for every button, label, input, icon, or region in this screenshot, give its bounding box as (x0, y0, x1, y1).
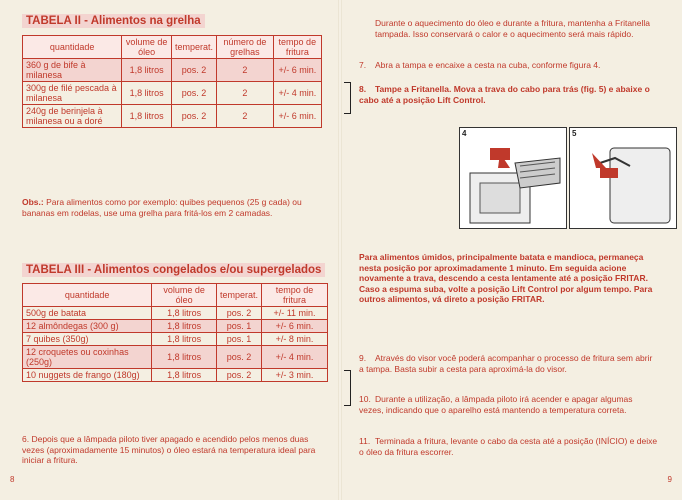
table-cell: 1,8 litros (122, 59, 172, 82)
table2-header-cell: volume de óleo (122, 36, 172, 59)
table3 (22, 283, 328, 382)
table-cell: +/- 6 min. (262, 320, 328, 333)
table2 (22, 35, 322, 128)
bracket-mark (344, 82, 351, 114)
table-cell: pos. 2 (216, 307, 261, 320)
step-10 (359, 394, 659, 415)
table-row (23, 82, 322, 105)
obs-note (22, 197, 322, 218)
table-cell: +/- 4 min. (273, 82, 321, 105)
table2-header-cell: quantidade (23, 36, 122, 59)
bracket-mark-2 (344, 370, 351, 406)
step-8-text: Tampe a Fritanella. Mova a trava do cabo para trás (fig. 5) e abaixe o cabo até a posição Lift Control. (359, 84, 650, 105)
table-cell: +/- 11 min. (262, 307, 328, 320)
intro-text: Durante o aquecimento do óleo e durante a fritura, mantenha a Fritanella tampada. Isso conservará o calor e o aquecimento será mais rápido. (375, 18, 651, 39)
table-row (23, 307, 328, 320)
figure-5-label: 5 (572, 129, 577, 138)
step-11 (359, 436, 659, 457)
table-cell: 500g de batata (23, 307, 152, 320)
table3-title: TABELA III - Alimentos congelados e/ou supergelados (22, 263, 325, 277)
table-cell: 12 almôndegas (300 g) (23, 320, 152, 333)
table-cell: 1,8 litros (152, 320, 217, 333)
table-cell: 1,8 litros (152, 307, 217, 320)
step-9 (359, 353, 659, 374)
fryer-lid-illustration (570, 128, 676, 228)
step-9-num: 9. (359, 353, 367, 363)
step-8-num: 8. (359, 84, 367, 94)
step-6 (22, 434, 322, 466)
fryer-basket-illustration (460, 128, 566, 228)
table-cell: +/- 4 min. (262, 346, 328, 369)
step-10-text: Durante a utilização, a lâmpada piloto irá acender e apagar algumas vezes, indicando que o aparelho está mantendo a temperatura correta. (359, 394, 633, 415)
table-cell: 300g de filé pescada à milanesa (23, 82, 122, 105)
table-cell: 240g de berinjela à milanesa ou a doré (23, 105, 122, 128)
step-11-text: Terminada a fritura, levante o cabo da cesta até a posição (INÍCIO) e deixe o óleo da fritura escorrer. (359, 436, 658, 457)
table-row (23, 333, 328, 346)
figure-4-label: 4 (462, 129, 467, 138)
table-cell: +/- 8 min. (262, 333, 328, 346)
step-7-text: Abra a tampa e encaixe a cesta na cuba, conforme figura 4. (375, 60, 601, 70)
table-cell: 1,8 litros (122, 105, 172, 128)
table-cell: pos. 2 (171, 59, 216, 82)
table3-header-cell: temperat. (216, 284, 261, 307)
table-cell: +/- 3 min. (262, 369, 328, 382)
table-row (23, 346, 328, 369)
step-6-num: 6. (22, 434, 30, 444)
page-number-right: 9 (667, 475, 672, 484)
table3-header-cell: quantidade (23, 284, 152, 307)
step-9-text: Através do visor você poderá acompanhar o processo de fritura sem abrir a tampa. Basta subir a cesta para aproximá-la do visor. (359, 353, 653, 374)
table3-header-cell: tempo de fritura (262, 284, 328, 307)
table2-header-cell: tempo de fritura (273, 36, 321, 59)
right-page (341, 0, 682, 500)
table-cell: pos. 1 (216, 333, 261, 346)
obs-label: Obs.: (22, 197, 44, 207)
table2-title: TABELA II - Alimentos na grelha (22, 14, 205, 28)
table-cell: 2 (217, 105, 274, 128)
table-cell: 10 nuggets de frango (180g) (23, 369, 152, 382)
table-cell: +/- 6 min. (273, 105, 321, 128)
table-row (23, 369, 328, 382)
step-7 (359, 60, 659, 71)
table-cell: 1,8 litros (152, 346, 217, 369)
table-cell: 12 croquetes ou coxinhas (250g) (23, 346, 152, 369)
table-row (23, 320, 328, 333)
table2-header-cell: número de grelhas (217, 36, 274, 59)
table-cell: pos. 2 (171, 105, 216, 128)
obs-text: Para alimentos como por exemplo: quibes pequenos (25 g cada) ou bananas em rodelas, use uma grelha para fritá-los em 2 camadas. (22, 197, 302, 218)
table2-header-cell: temperat. (171, 36, 216, 59)
table-cell: pos. 2 (216, 346, 261, 369)
table-row (23, 105, 322, 128)
humid-foods-note: Para alimentos úmidos, principalmente batata e mandioca, permaneça nesta posição por aproximadamente 1 minuto. Em seguida acione novamente a trava, descendo a cesta lentamente até a posição FRITAR. Caso a espuma suba, volte a posição Lift Control por algum tempo. Para outros alimentos, vá direto a posição FRITAR. (359, 252, 653, 304)
table-row (23, 59, 322, 82)
table-cell: 1,8 litros (122, 82, 172, 105)
table3-header-cell: volume de óleo (152, 284, 217, 307)
table-cell: pos. 2 (216, 369, 261, 382)
figure-4 (459, 127, 567, 229)
table-cell: 7 quibes (350g) (23, 333, 152, 346)
step-8 (359, 84, 659, 105)
figure-5 (569, 127, 677, 229)
table-cell: 360 g de bife à milanesa (23, 59, 122, 82)
step-7-num: 7. (359, 60, 367, 70)
table-cell: +/- 6 min. (273, 59, 321, 82)
step-6-text: Depois que a lâmpada piloto tiver apagado e acendido pelos menos duas vezes (aproximadamente 15 minutos) o óleo estará na temperatura ideal para iniciar a fritura. (22, 434, 316, 465)
table-cell: 1,8 litros (152, 333, 217, 346)
table-cell: pos. 2 (171, 82, 216, 105)
table-cell: pos. 1 (216, 320, 261, 333)
table-cell: 2 (217, 82, 274, 105)
step-11-num: 11. (359, 436, 371, 446)
page-number-left: 8 (10, 475, 15, 484)
table-cell: 1,8 litros (152, 369, 217, 382)
table-cell: 2 (217, 59, 274, 82)
step-10-num: 10. (359, 394, 371, 404)
